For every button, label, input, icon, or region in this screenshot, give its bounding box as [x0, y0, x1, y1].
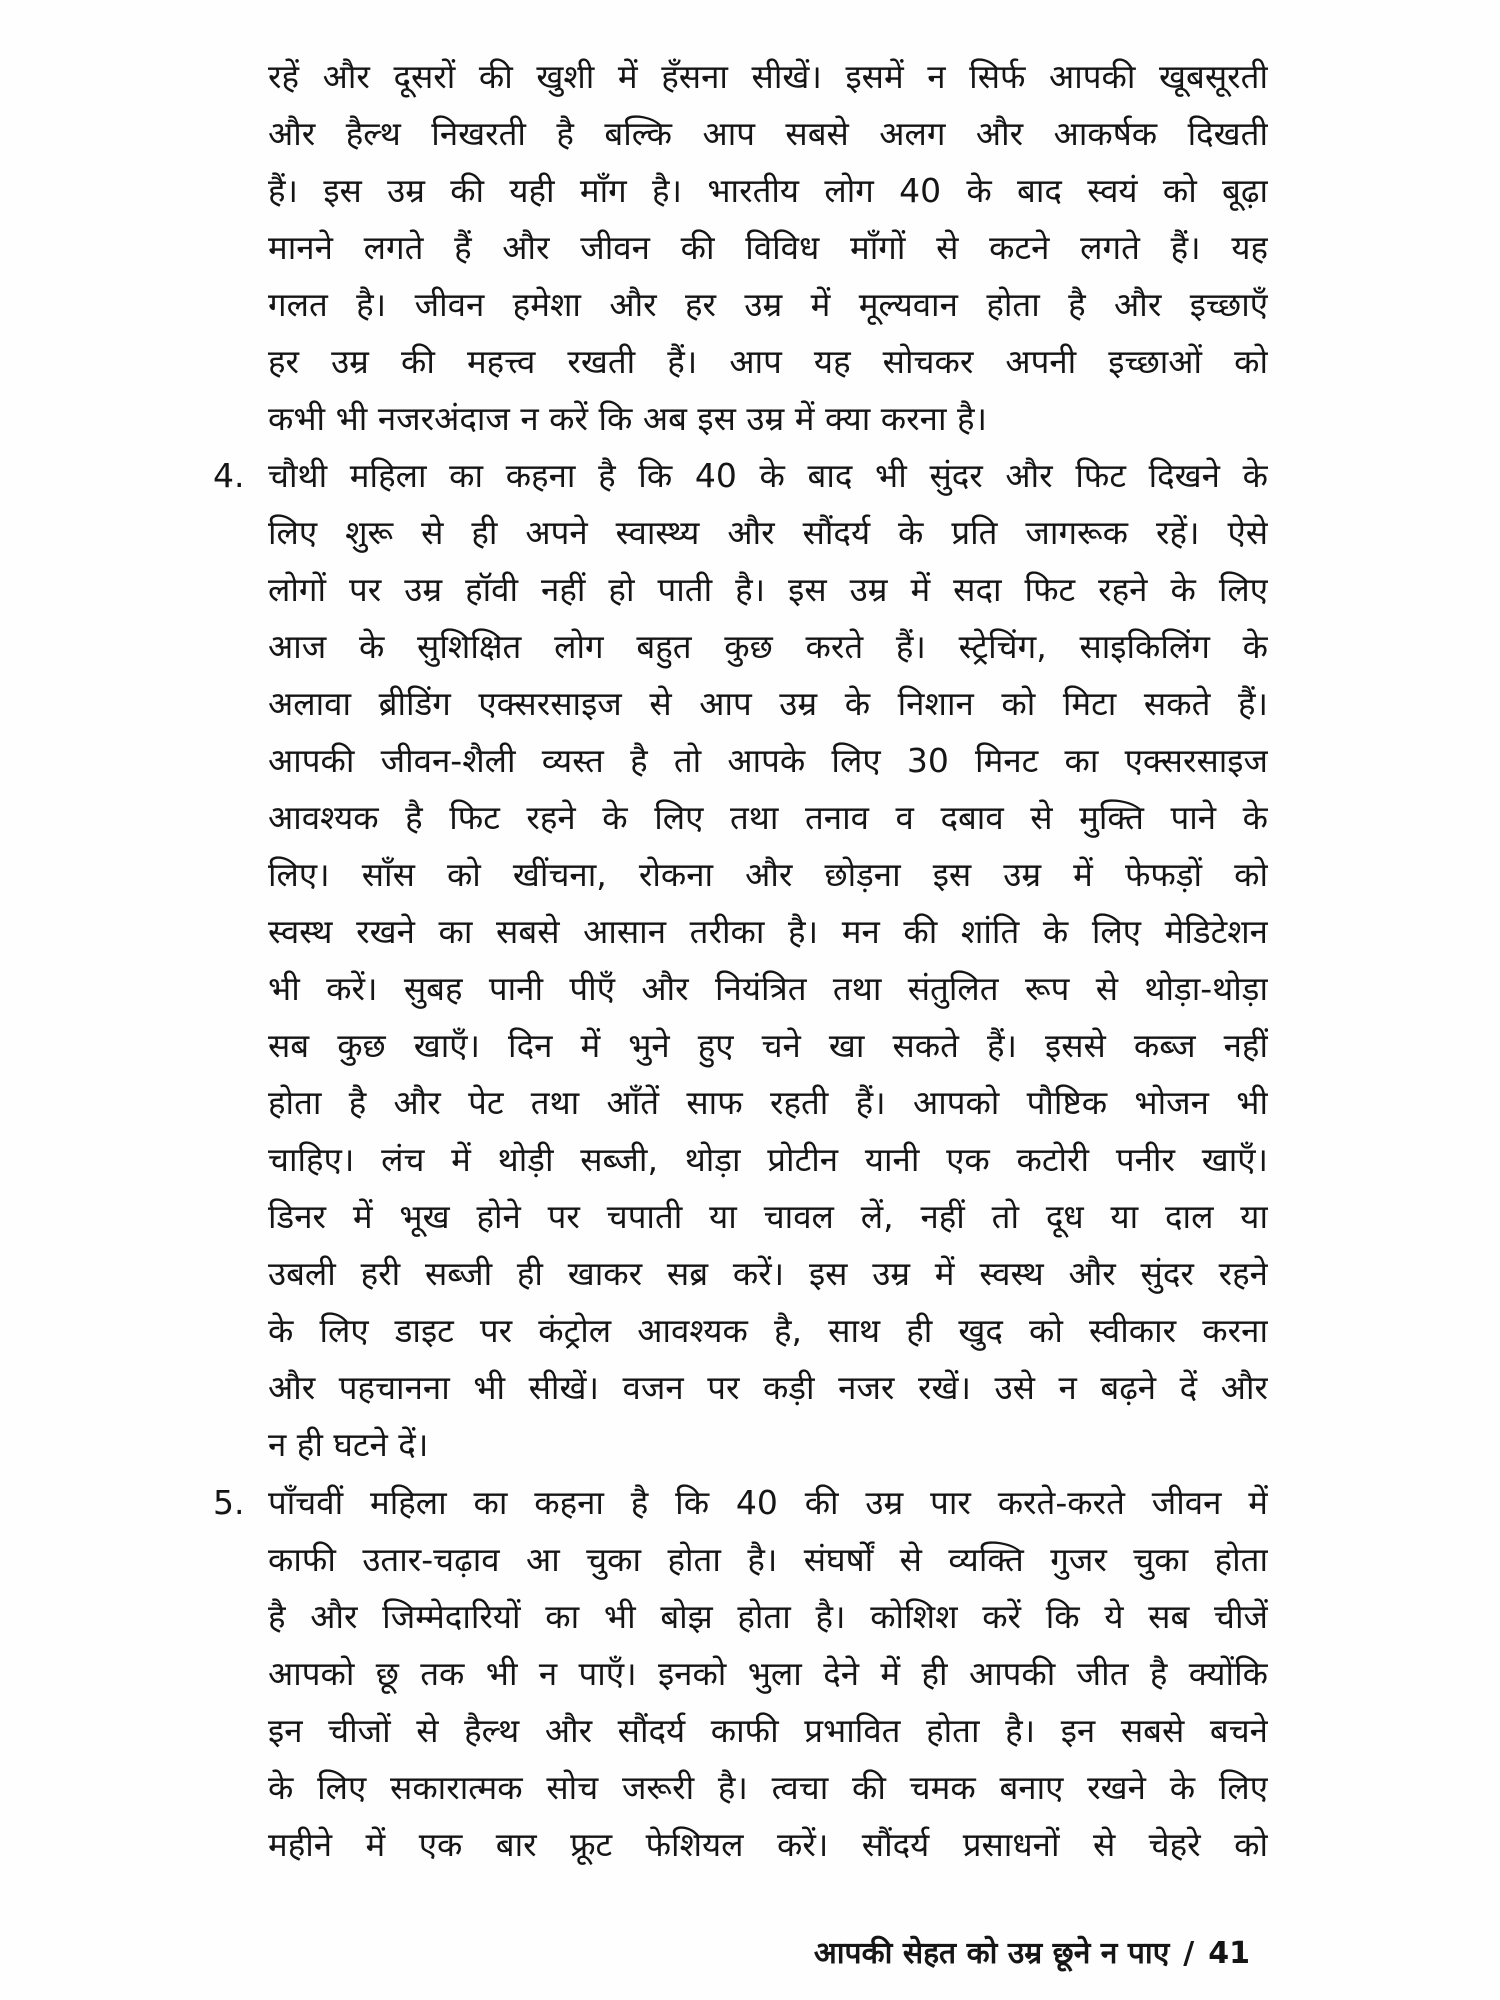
text-line: आज के सुशिक्षित लोग बहुत कुछ करते हैं। स्ट्रेचिंग, साइकिलिंग के [268, 627, 1268, 666]
text-line: हैं। इस उम्र की यही माँग है। भारतीय लोग 40 के बाद स्वयं को बूढ़ा [268, 171, 1268, 210]
text-line: गलत है। जीवन हमेशा और हर उम्र में मूल्यवान होता है और इच्छाएँ [268, 285, 1268, 324]
text-line: अलावा ब्रीडिंग एक्सरसाइज से आप उम्र के निशान को मिटा सकते हैं। [268, 684, 1268, 723]
list-item-number: 5. [213, 1483, 245, 1522]
text-line: मानने लगते हैं और जीवन की विविध माँगों से कटने लगते हैं। यह [268, 228, 1268, 267]
intro-paragraph [268, 48, 1268, 447]
text-line: न ही घटने दें। [268, 1425, 429, 1464]
text-line: के लिए सकारात्मक सोच जरूरी है। त्वचा की चमक बनाए रखने के लिए [268, 1768, 1268, 1807]
text-line: रहें और दूसरों की खुशी में हँसना सीखें। इसमें न सिर्फ आपकी खूबसूरती [268, 57, 1268, 96]
text-line: सब कुछ खाएँ। दिन में भुने हुए चने खा सकते हैं। इससे कब्ज नहीं [268, 1026, 1268, 1065]
text-line: आपकी जीवन-शैली व्यस्त है तो आपके लिए 30 मिनट का एक्सरसाइज [268, 741, 1268, 780]
list-item-5-text [268, 1474, 1268, 1873]
page-number: 41 [1208, 1936, 1250, 1971]
list-item-number: 4. [213, 456, 245, 495]
text-line: और पहचानना भी सीखें। वजन पर कड़ी नजर रखें। उसे न बढ़ने दें और [268, 1368, 1268, 1407]
text-line: स्वस्थ रखने का सबसे आसान तरीका है। मन की शांति के लिए मेडिटेशन [268, 912, 1268, 951]
text-line: होता है और पेट तथा आँतें साफ रहती हैं। आपको पौष्टिक भोजन भी [268, 1083, 1268, 1122]
text-line: डिनर में भूख होने पर चपाती या चावल लें, नहीं तो दूध या दाल या [268, 1197, 1268, 1236]
text-line: काफी उतार-चढ़ाव आ चुका होता है। संघर्षों से व्यक्ति गुजर चुका होता [268, 1540, 1268, 1579]
text-line: कभी भी नजरअंदाज न करें कि अब इस उम्र में क्या करना है। [268, 399, 988, 438]
text-line: महीने में एक बार फ्रूट फेशियल करें। सौंदर्य प्रसाधनों से चेहरे को [268, 1825, 1268, 1864]
text-line: पाँचवीं महिला का कहना है कि 40 की उम्र पार करते-करते जीवन में [268, 1483, 1268, 1522]
text-line: हर उम्र की महत्त्व रखती हैं। आप यह सोचकर अपनी इच्छाओं को [268, 342, 1268, 381]
text-line: के लिए डाइट पर कंट्रोल आवश्यक है, साथ ही खुद को स्वीकार करना [268, 1311, 1268, 1350]
text-line: है और जिम्मेदारियों का भी बोझ होता है। कोशिश करें कि ये सब चीजें [268, 1597, 1268, 1636]
text-line: भी करें। सुबह पानी पीएँ और नियंत्रित तथा संतुलित रूप से थोड़ा-थोड़ा [268, 969, 1268, 1008]
text-line: चाहिए। लंच में थोड़ी सब्जी, थोड़ा प्रोटीन यानी एक कटोरी पनीर खाएँ। [268, 1140, 1268, 1179]
running-title: आपकी सेहत को उम्र छूने न पाए [813, 1936, 1170, 1971]
text-line: और हैल्थ निखरती है बल्कि आप सबसे अलग और आकर्षक दिखती [268, 114, 1268, 153]
text-line: उबली हरी सब्जी ही खाकर सब्र करें। इस उम्र में स्वस्थ और सुंदर रहने [268, 1254, 1268, 1293]
text-line: आपको छू तक भी न पाएँ। इनको भुला देने में ही आपकी जीत है क्योंकि [268, 1654, 1268, 1693]
text-line: चौथी महिला का कहना है कि 40 के बाद भी सुंदर और फिट दिखने के [268, 456, 1268, 495]
page-footer [814, 1930, 1250, 1978]
footer-separator: / [1183, 1936, 1195, 1971]
text-line: लिए शुरू से ही अपने स्वास्थ्य और सौंदर्य के प्रति जागरूक रहें। ऐसे [268, 513, 1268, 552]
text-line: लिए। साँस को खींचना, रोकना और छोड़ना इस उम्र में फेफड़ों को [268, 855, 1268, 894]
list-item-4-text [268, 447, 1268, 1473]
text-line: आवश्यक है फिट रहने के लिए तथा तनाव व दबाव से मुक्ति पाने के [268, 798, 1268, 837]
text-line: लोगों पर उम्र हॉवी नहीं हो पाती है। इस उम्र में सदा फिट रहने के लिए [268, 570, 1268, 609]
text-line: इन चीजों से हैल्थ और सौंदर्य काफी प्रभावित होता है। इन सबसे बचने [268, 1711, 1268, 1750]
